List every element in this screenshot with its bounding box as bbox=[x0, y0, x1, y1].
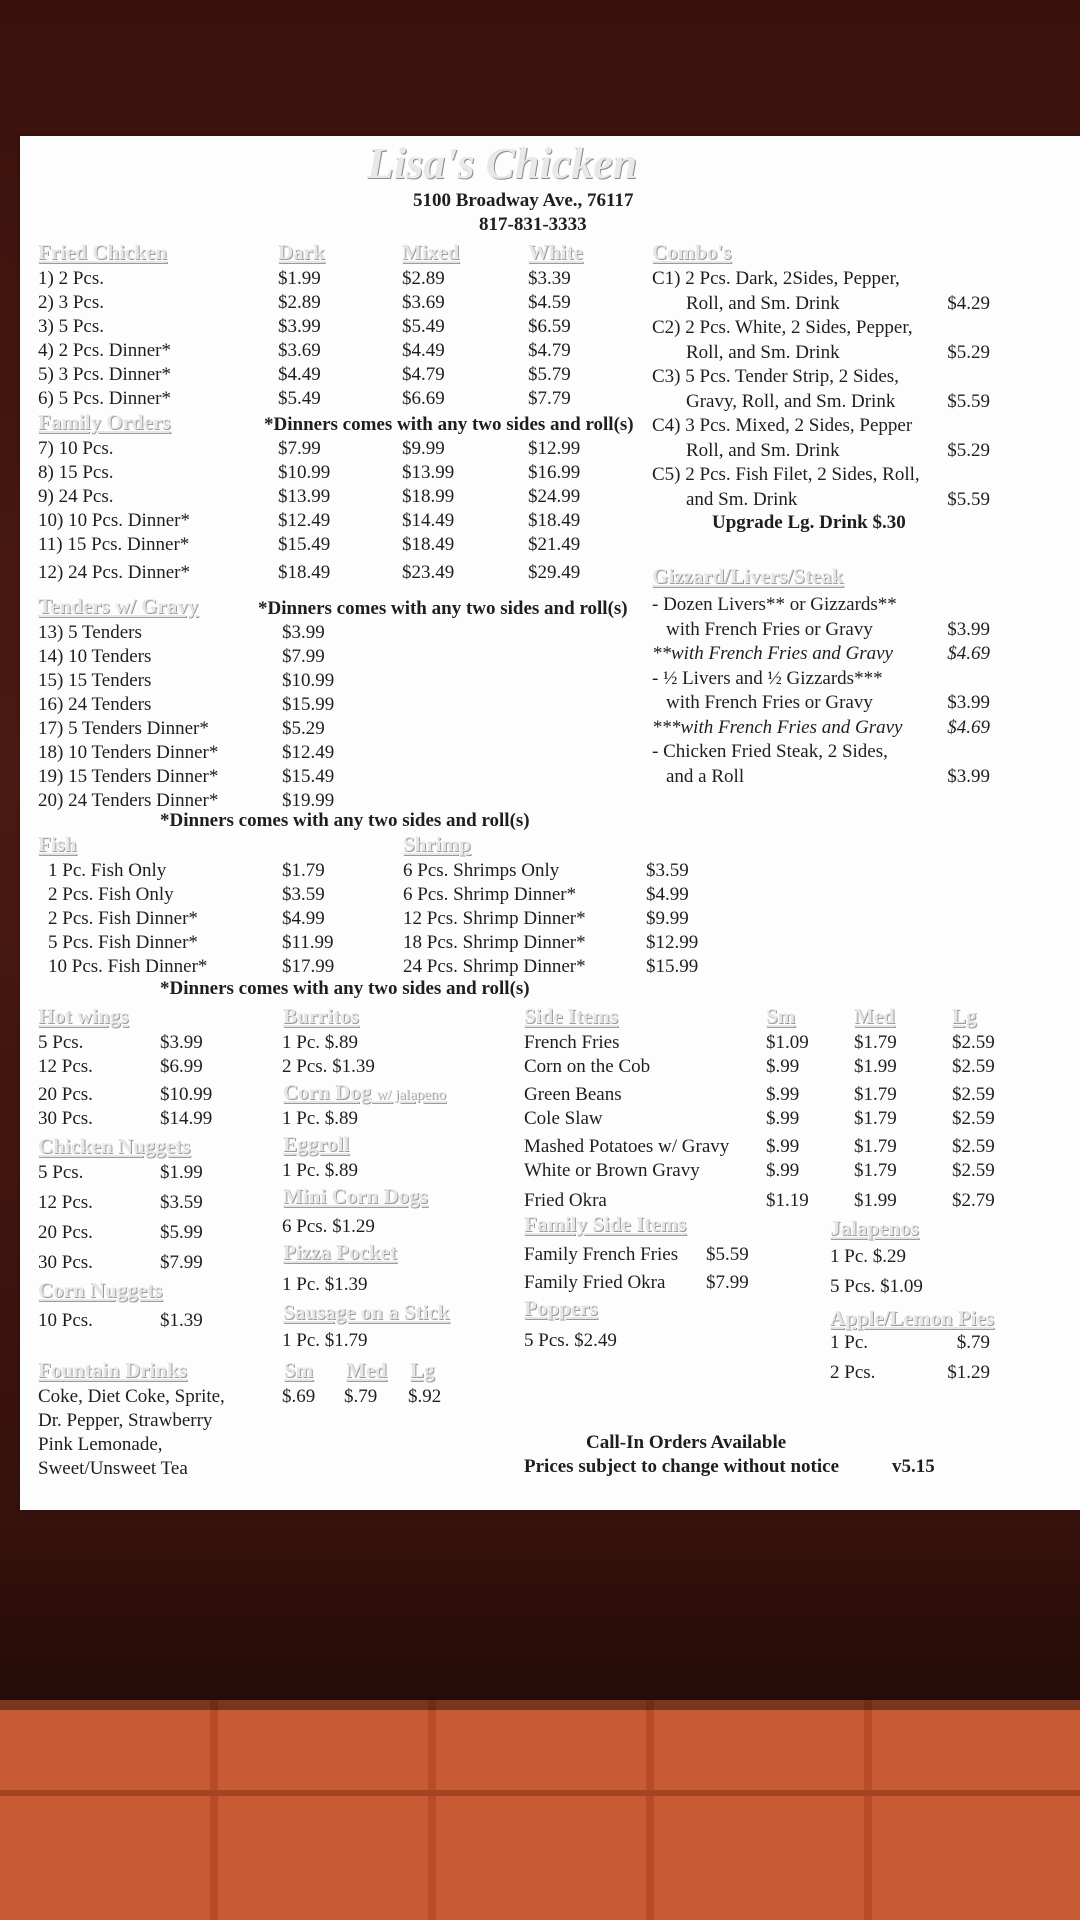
combo-price: $5.59 bbox=[947, 390, 990, 412]
fish-price: $4.99 bbox=[282, 908, 325, 929]
mixed-price: $5.49 bbox=[402, 316, 445, 337]
tender-item: 19) 15 Tenders Dinner* bbox=[38, 766, 219, 787]
tender-price: $19.99 bbox=[282, 790, 335, 811]
family-fries-price: $5.59 bbox=[706, 1244, 749, 1265]
family-order-item: 11) 15 Pcs. Dinner* bbox=[38, 534, 190, 555]
nuggets-price: $7.99 bbox=[160, 1252, 203, 1273]
tenders-footnote: *Dinners comes with any two sides and roll(s) bbox=[160, 810, 530, 831]
jalapenos-5pcs: 5 Pcs. $1.09 bbox=[830, 1276, 923, 1297]
mixed-price: $14.49 bbox=[402, 510, 455, 531]
drink-med-heading: Med bbox=[346, 1358, 387, 1382]
eggroll-price: 1 Pc. $.89 bbox=[282, 1160, 358, 1181]
gizzard-price: $4.69 bbox=[947, 643, 990, 664]
combo-line: C1) 2 Pcs. Dark, 2Sides, Pepper, bbox=[652, 268, 900, 289]
dark-price: $15.49 bbox=[278, 534, 331, 555]
hot-wings-heading: Hot wings bbox=[38, 1004, 129, 1028]
fountain-line-1: Coke, Diet Coke, Sprite, bbox=[38, 1386, 225, 1407]
family-okra-price: $7.99 bbox=[706, 1272, 749, 1293]
mixed-price: $4.49 bbox=[402, 340, 445, 361]
tender-item: 18) 10 Tenders Dinner* bbox=[38, 742, 219, 763]
side-med-price: $1.79 bbox=[854, 1108, 897, 1129]
side-item: Corn on the Cob bbox=[524, 1056, 651, 1077]
burritos-1pc: 1 Pc. $.89 bbox=[282, 1032, 358, 1053]
nuggets-qty: 12 Pcs. bbox=[38, 1192, 93, 1213]
white-price: $18.49 bbox=[528, 510, 581, 531]
pie-2pcs-price: $1.29 bbox=[947, 1362, 990, 1383]
gizzard-line: with French Fries or Gravy bbox=[666, 692, 873, 713]
combo-price: $5.29 bbox=[947, 439, 990, 461]
pies-heading: Apple/Lemon Pies bbox=[830, 1306, 994, 1330]
family-order-item: 10) 10 Pcs. Dinner* bbox=[38, 510, 190, 531]
side-med-price: $1.99 bbox=[854, 1056, 897, 1077]
gizzard-price: $3.99 bbox=[947, 765, 990, 787]
fish-item: 2 Pcs. Fish Only bbox=[48, 884, 174, 905]
side-med-price: $1.79 bbox=[854, 1160, 897, 1181]
chicken-nuggets-heading: Chicken Nuggets bbox=[38, 1134, 191, 1158]
table-shadow bbox=[0, 1520, 1080, 1710]
tender-item: 15) 15 Tenders bbox=[38, 670, 152, 691]
white-column-heading: White bbox=[528, 240, 583, 264]
nuggets-price: $1.99 bbox=[160, 1162, 203, 1183]
fish-price: $11.99 bbox=[282, 932, 334, 953]
family-order-item: 9) 24 Pcs. bbox=[38, 486, 114, 507]
drink-lg-price: $.92 bbox=[408, 1386, 442, 1407]
mixed-price: $23.49 bbox=[402, 562, 455, 583]
shrimp-price: $9.99 bbox=[646, 908, 689, 929]
side-items-heading: Side Items bbox=[524, 1004, 618, 1028]
menu-version: v5.15 bbox=[892, 1456, 935, 1477]
dark-column-heading: Dark bbox=[278, 240, 325, 264]
hot-wings-qty: 5 Pcs. bbox=[38, 1032, 84, 1053]
white-price: $6.59 bbox=[528, 316, 571, 337]
dark-price: $3.99 bbox=[278, 316, 321, 337]
gizzard-line: - ½ Livers and ½ Gizzards*** bbox=[652, 667, 883, 689]
family-okra-name: Family Fried Okra bbox=[524, 1272, 666, 1293]
white-price: $29.49 bbox=[528, 562, 581, 583]
fountain-line-4: Sweet/Unsweet Tea bbox=[38, 1458, 188, 1479]
prices-note: Prices subject to change without notice bbox=[524, 1456, 840, 1477]
gizzard-line: and a Roll bbox=[666, 765, 745, 787]
white-price: $4.79 bbox=[528, 340, 571, 361]
fried-chicken-item: 6) 5 Pcs. Dinner* bbox=[38, 388, 171, 409]
gizzard-line: - Dozen Livers** or Gizzards** bbox=[652, 594, 897, 615]
drink-med-price: $.79 bbox=[344, 1386, 378, 1407]
shrimp-price: $15.99 bbox=[646, 956, 699, 977]
pie-1pc-price: $.79 bbox=[956, 1332, 990, 1353]
gizzard-price: $4.69 bbox=[947, 716, 990, 738]
shrimp-price: $3.59 bbox=[646, 860, 689, 881]
mixed-price: $2.89 bbox=[402, 268, 445, 289]
tender-price: $3.99 bbox=[282, 622, 325, 643]
pie-2pcs-name: 2 Pcs. bbox=[830, 1362, 876, 1383]
hot-wings-price: $14.99 bbox=[160, 1108, 213, 1129]
tender-price: $15.99 bbox=[282, 694, 335, 715]
combo-price: $4.29 bbox=[947, 292, 990, 314]
tenders-dinner-note: *Dinners comes with any two sides and roll(s) bbox=[258, 598, 628, 619]
fish-item: 1 Pc. Fish Only bbox=[48, 860, 167, 881]
dark-price: $12.49 bbox=[278, 510, 331, 531]
white-price: $3.39 bbox=[528, 268, 571, 289]
side-lg-price: $2.59 bbox=[952, 1136, 995, 1157]
side-sm-price: $.99 bbox=[766, 1056, 800, 1077]
gizzard-price: $3.99 bbox=[947, 618, 990, 640]
address: 5100 Broadway Ave., 76117 bbox=[413, 190, 634, 211]
side-med-price: $1.79 bbox=[854, 1136, 897, 1157]
shrimp-item: 12 Pcs. Shrimp Dinner* bbox=[403, 908, 586, 929]
tender-item: 20) 24 Tenders Dinner* bbox=[38, 790, 219, 811]
gizzard-line: **with French Fries and Gravy bbox=[652, 643, 893, 664]
white-price: $7.79 bbox=[528, 388, 571, 409]
side-med-price: $1.79 bbox=[854, 1032, 897, 1053]
tender-price: $7.99 bbox=[282, 646, 325, 667]
hot-wings-qty: 30 Pcs. bbox=[38, 1108, 93, 1129]
mixed-price: $9.99 bbox=[402, 438, 445, 459]
shrimp-item: 6 Pcs. Shrimps Only bbox=[403, 860, 560, 881]
burritos-heading: Burritos bbox=[283, 1004, 359, 1028]
fish-heading: Fish bbox=[38, 832, 77, 856]
mixed-price: $18.99 bbox=[402, 486, 455, 507]
poppers-heading: Poppers bbox=[524, 1296, 598, 1320]
side-lg-price: $2.59 bbox=[952, 1160, 995, 1181]
fountain-line-2: Dr. Pepper, Strawberry bbox=[38, 1410, 213, 1431]
sides-sm-heading: Sm bbox=[766, 1004, 796, 1028]
white-price: $24.99 bbox=[528, 486, 581, 507]
combo-line: and Sm. Drink bbox=[686, 488, 798, 510]
sausage-price: 1 Pc. $1.79 bbox=[282, 1330, 368, 1351]
corn-dog-heading: Corn Dog w/ jalapeno bbox=[283, 1080, 446, 1104]
sausage-heading: Sausage on a Stick bbox=[283, 1300, 450, 1324]
shrimp-footnote: *Dinners comes with any two sides and roll(s) bbox=[160, 978, 530, 999]
menu-sheet bbox=[20, 136, 1080, 1510]
pizza-pocket-price: 1 Pc. $1.39 bbox=[282, 1274, 368, 1295]
side-lg-price: $2.59 bbox=[952, 1032, 995, 1053]
mixed-price: $6.69 bbox=[402, 388, 445, 409]
combo-line: Roll, and Sm. Drink bbox=[686, 292, 840, 314]
white-price: $5.79 bbox=[528, 364, 571, 385]
side-lg-price: $2.59 bbox=[952, 1108, 995, 1129]
combo-price: $5.29 bbox=[947, 341, 990, 363]
burritos-2pcs: 2 Pcs. $1.39 bbox=[282, 1056, 375, 1077]
fish-item: 5 Pcs. Fish Dinner* bbox=[48, 932, 198, 953]
combo-line: C4) 3 Pcs. Mixed, 2 Sides, Pepper bbox=[652, 415, 913, 436]
tender-item: 17) 5 Tenders Dinner* bbox=[38, 718, 209, 739]
shrimp-item: 6 Pcs. Shrimp Dinner* bbox=[403, 884, 577, 905]
fried-chicken-item: 5) 3 Pcs. Dinner* bbox=[38, 364, 171, 385]
shrimp-item: 18 Pcs. Shrimp Dinner* bbox=[403, 932, 586, 953]
side-lg-price: $2.59 bbox=[952, 1056, 995, 1077]
mini-corn-dogs-price: 6 Pcs. $1.29 bbox=[282, 1216, 375, 1237]
dark-price: $2.89 bbox=[278, 292, 321, 313]
tender-price: $5.29 bbox=[282, 718, 325, 739]
mixed-price: $13.99 bbox=[402, 462, 455, 483]
tender-item: 16) 24 Tenders bbox=[38, 694, 152, 715]
jalapenos-heading: Jalapenos bbox=[830, 1216, 919, 1240]
hot-wings-price: $3.99 bbox=[160, 1032, 203, 1053]
side-lg-price: $2.59 bbox=[952, 1084, 995, 1105]
upgrade-drink: Upgrade Lg. Drink $.30 bbox=[712, 512, 906, 533]
hot-wings-price: $10.99 bbox=[160, 1084, 213, 1105]
mixed-price: $4.79 bbox=[402, 364, 445, 385]
tender-price: $10.99 bbox=[282, 670, 335, 691]
mixed-price: $18.49 bbox=[402, 534, 455, 555]
nuggets-qty: 5 Pcs. bbox=[38, 1162, 84, 1183]
call-in-orders: Call-In Orders Available bbox=[586, 1432, 787, 1453]
tender-item: 13) 5 Tenders bbox=[38, 622, 142, 643]
dark-price: $4.49 bbox=[278, 364, 321, 385]
tender-item: 14) 10 Tenders bbox=[38, 646, 152, 667]
gizzard-heading: Gizzard/Livers/Steak bbox=[652, 564, 844, 588]
corn-dog-price: 1 Pc. $.89 bbox=[282, 1108, 358, 1129]
sides-med-heading: Med bbox=[854, 1004, 895, 1028]
nuggets-price: $5.99 bbox=[160, 1222, 203, 1243]
side-item: French Fries bbox=[524, 1032, 620, 1053]
combo-line: C5) 2 Pcs. Fish Filet, 2 Sides, Roll, bbox=[652, 464, 920, 485]
fried-chicken-item: 1) 2 Pcs. bbox=[38, 268, 104, 289]
dark-price: $5.49 bbox=[278, 388, 321, 409]
drink-lg-heading: Lg bbox=[410, 1358, 435, 1382]
drink-sm-price: $.69 bbox=[282, 1386, 316, 1407]
family-order-item: 7) 10 Pcs. bbox=[38, 438, 114, 459]
pie-1pc-name: 1 Pc. bbox=[830, 1332, 868, 1353]
combo-line: Gravy, Roll, and Sm. Drink bbox=[686, 390, 896, 412]
side-sm-price: $1.19 bbox=[766, 1190, 809, 1211]
eggroll-heading: Eggroll bbox=[283, 1132, 350, 1156]
fish-item: 10 Pcs. Fish Dinner* bbox=[48, 956, 208, 977]
hot-wings-qty: 20 Pcs. bbox=[38, 1084, 93, 1105]
nuggets-qty: 20 Pcs. bbox=[38, 1222, 93, 1243]
side-med-price: $1.99 bbox=[854, 1190, 897, 1211]
fountain-line-3: Pink Lemonade, bbox=[38, 1434, 163, 1455]
mixed-column-heading: Mixed bbox=[402, 240, 460, 264]
side-sm-price: $.99 bbox=[766, 1160, 800, 1181]
fried-chicken-heading: Fried Chicken bbox=[38, 240, 167, 264]
corn-nuggets-qty: 10 Pcs. bbox=[38, 1310, 93, 1331]
fish-price: $1.79 bbox=[282, 860, 325, 881]
family-fries-name: Family French Fries bbox=[524, 1244, 679, 1265]
white-price: $21.49 bbox=[528, 534, 581, 555]
fried-chicken-item: 3) 5 Pcs. bbox=[38, 316, 104, 337]
combo-price: $5.59 bbox=[947, 488, 990, 510]
dark-price: $3.69 bbox=[278, 340, 321, 361]
poppers-price: 5 Pcs. $2.49 bbox=[524, 1330, 617, 1351]
fried-chicken-item: 2) 3 Pcs. bbox=[38, 292, 104, 313]
combo-line: C3) 5 Pcs. Tender Strip, 2 Sides, bbox=[652, 366, 899, 387]
family-order-item: 12) 24 Pcs. Dinner* bbox=[38, 562, 190, 583]
dark-price: $1.99 bbox=[278, 268, 321, 289]
side-sm-price: $.99 bbox=[766, 1136, 800, 1157]
fountain-drinks-heading: Fountain Drinks bbox=[38, 1358, 187, 1382]
hot-wings-price: $6.99 bbox=[160, 1056, 203, 1077]
restaurant-title: Lisa's Chicken bbox=[367, 139, 638, 188]
hot-wings-qty: 12 Pcs. bbox=[38, 1056, 93, 1077]
nuggets-qty: 30 Pcs. bbox=[38, 1252, 93, 1273]
combos-heading: Combo's bbox=[652, 240, 732, 264]
white-price: $4.59 bbox=[528, 292, 571, 313]
fried-chicken-item: 4) 2 Pcs. Dinner* bbox=[38, 340, 171, 361]
drink-sm-heading: Sm bbox=[284, 1358, 314, 1382]
combo-line: Roll, and Sm. Drink bbox=[686, 439, 840, 461]
fish-item: 2 Pcs. Fish Dinner* bbox=[48, 908, 198, 929]
dark-price: $18.49 bbox=[278, 562, 331, 583]
corn-nuggets-heading: Corn Nuggets bbox=[38, 1278, 163, 1302]
side-item: Cole Slaw bbox=[524, 1108, 603, 1129]
gizzard-line: - Chicken Fried Steak, 2 Sides, bbox=[652, 741, 888, 762]
mixed-price: $3.69 bbox=[402, 292, 445, 313]
fish-price: $3.59 bbox=[282, 884, 325, 905]
shrimp-price: $4.99 bbox=[646, 884, 689, 905]
pizza-pocket-heading: Pizza Pocket bbox=[283, 1240, 397, 1264]
white-price: $12.99 bbox=[528, 438, 581, 459]
nuggets-price: $3.59 bbox=[160, 1192, 203, 1213]
corn-nuggets-price: $1.39 bbox=[160, 1310, 203, 1331]
side-item: Green Beans bbox=[524, 1084, 622, 1105]
dark-price: $10.99 bbox=[278, 462, 331, 483]
gizzard-line: ***with French Fries and Gravy bbox=[652, 716, 903, 738]
tender-price: $15.49 bbox=[282, 766, 335, 787]
side-item: White or Brown Gravy bbox=[524, 1160, 700, 1181]
family-orders-heading: Family Orders bbox=[38, 410, 171, 434]
side-med-price: $1.79 bbox=[854, 1084, 897, 1105]
family-sides-heading: Family Side Items bbox=[524, 1212, 687, 1236]
dark-price: $13.99 bbox=[278, 486, 331, 507]
side-lg-price: $2.79 bbox=[952, 1190, 995, 1211]
tender-price: $12.49 bbox=[282, 742, 335, 763]
tenders-heading: Tenders w/ Gravy bbox=[38, 594, 199, 618]
side-item: Fried Okra bbox=[524, 1190, 607, 1211]
phone-number: 817-831-3333 bbox=[479, 214, 587, 235]
family-dinner-note: *Dinners comes with any two sides and roll(s) bbox=[264, 414, 634, 435]
side-item: Mashed Potatoes w/ Gravy bbox=[524, 1136, 730, 1157]
side-sm-price: $.99 bbox=[766, 1084, 800, 1105]
side-sm-price: $.99 bbox=[766, 1108, 800, 1129]
mini-corn-dogs-heading: Mini Corn Dogs bbox=[283, 1184, 428, 1208]
side-sm-price: $1.09 bbox=[766, 1032, 809, 1053]
dark-price: $7.99 bbox=[278, 438, 321, 459]
white-price: $16.99 bbox=[528, 462, 581, 483]
shrimp-price: $12.99 bbox=[646, 932, 699, 953]
family-order-item: 8) 15 Pcs. bbox=[38, 462, 114, 483]
combo-line: Roll, and Sm. Drink bbox=[686, 341, 840, 363]
gizzard-line: with French Fries or Gravy bbox=[666, 618, 873, 640]
shrimp-item: 24 Pcs. Shrimp Dinner* bbox=[403, 956, 586, 977]
floor-tiles bbox=[0, 1700, 1080, 1920]
sides-lg-heading: Lg bbox=[952, 1004, 977, 1028]
shrimp-heading: Shrimp bbox=[403, 832, 471, 856]
jalapenos-1pc: 1 Pc. $.29 bbox=[830, 1246, 906, 1267]
combo-line: C2) 2 Pcs. White, 2 Sides, Pepper, bbox=[652, 317, 913, 338]
fish-price: $17.99 bbox=[282, 956, 335, 977]
gizzard-price: $3.99 bbox=[947, 692, 990, 713]
